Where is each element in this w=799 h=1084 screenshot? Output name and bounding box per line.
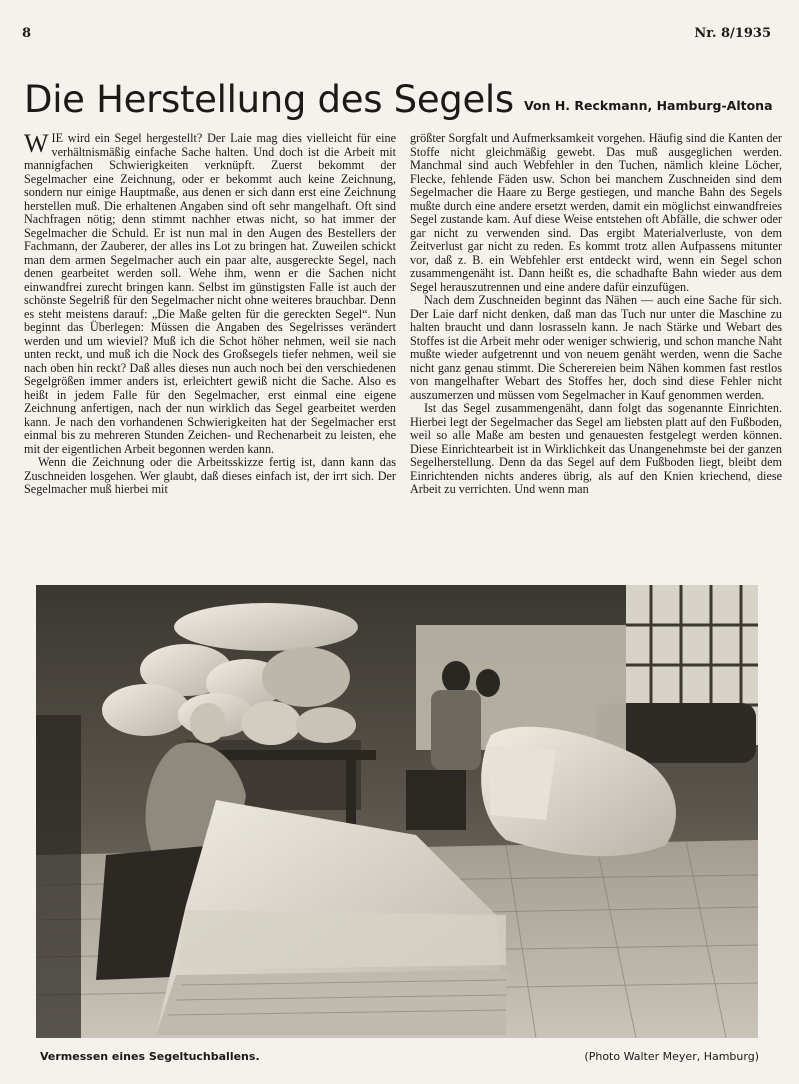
paragraph-text: IE wird ein Segel hergestellt? Der Laie mag dies vielleicht für eine verhältnismäßig einfache Sache halten. Und doch ist die Arbeit mit mannigfachen Schwierigkeiten verknüpft. Zuerst bekommt der Segelmacher eine Zeichnung, oder er bekommt auch keine Zeichnung, sondern nur einige Hauptmaße, aus denen er sich dann erst eine Zeichnung herstellen muß. Die erhaltenen Angaben sind oft sehr mangelhaft. Oft sind Nachfragen nötig; denn stimmt nachher etwas nicht, so hat immer der Segelmacher die Schuld. Er ist nun mal in den Augen des Bestellers der Fachmann, der Zauberer, der alles ins Lot zu bringen hat. Zuweilen schickt man dem armen Segelmacher auch ein paar alte, ausgereckte Segel, nach denen gearbeitet werden soll. Wehe ihm, wenn er die Sachen nicht einwandfrei zurecht bringen kann. Selbst im günstigsten Falle ist auch der schönste Segelriß für den Segelmacher nicht ohne weiteres brauchbar. Denn es steht meistens darauf: „Die Maße gelten für die gereckten Segel“. Nun beginnt das Überlegen: Müssen die Angaben des Segelrisses verändert werden und um wieviel? Muß ich die Schot höher nehmen, weil sie nach unten reckt, und muß ich die Nock des Großsegels tiefer nehmen, weil sie nach oben hin reckt? Daß alles dieses nun auch noch bei den verschiedenen Segelgrößen immer anders ist, erleichtert gewiß nicht die Sache. Also es heißt in jedem Falle für den Segelmacher, erst einmal eine eigene Zeichnung anfertigen, nach der nun wirklich das Segel gearbeitet werden kann. Je nach den vorhandenen Schwierigkeiten hat der Segelmacher erst einmal bis zu mehreren Stunden Zeichen- und Rechenarbeit zu leisten, ehe mit der eigentlichen Arbeit begonnen werden kann.	[24, 131, 396, 456]
photo-caption: Vermessen eines Segeltuchballens.	[40, 1050, 260, 1063]
right-column	[410, 132, 782, 497]
page-number: 8	[22, 26, 32, 41]
paragraph: Wenn die Zeichnung oder die Arbeitsskizze fertig ist, dann kann das Zuschneiden losgehen. Wer glaubt, daß dieses einfach ist, der irrt sich. Der Segelmacher muß hierbei mit	[24, 455, 396, 496]
paragraph	[24, 129, 396, 456]
paragraph: größter Sorgfalt und Aufmerksamkeit vorgehen. Häufig sind die Kanten der Stoffe nicht gleichmäßig gewebt. Das muß ausgeglichen werden. Manchmal sind auch Webfehler in den Tuchen, nämlich kleine Löcher, Flecke, fehlende Fäden usw. Schon bei manchem Zuschneiden sind dem Segelmacher die Haare zu Berge gestiegen, und manche Bahn des Segels mußte durch eine andere ersetzt werden, damit ein möglichst einwandfreies Segel zustande kam. Auf diese Weise entstehen oft Abfälle, die schwer oder gar nicht zu verwenden sind. Das ergibt Materialverluste, von dem Zeitverlust gar nicht zu reden. Es kommt trotz allen Aufpassens mitunter vor, daß z. B. ein Webfehler erst entdeckt wird, wenn ein Segel schon zusammengenäht ist. Dann heißt es, die schadhafte Bahn wieder aus dem Segel herauszutrennen und eine andere dafür einzufügen.	[410, 131, 782, 294]
issue-number: Nr. 8/1935	[694, 26, 771, 41]
article-byline: Von H. Reckmann, Hamburg-Altona	[524, 98, 773, 113]
article-title: Die Herstellung des Segels	[24, 78, 514, 121]
drop-cap: W	[24, 129, 49, 158]
paragraph: Nach dem Zuschneiden beginnt das Nähen — auch eine Sache für sich. Der Laie darf nicht denken, daß man das Tuch nur unter die Maschine zu halten braucht und dann losrasseln kann. Je nach Stärke und Webart des Stoffes ist die Arbeit mehr oder weniger schwierig, und schon manche Naht mußte wieder aufgetrennt und von neuem genäht werden, wenn die Sache nicht ganz genau stimmt. Die Scherereien beim Nähen kommen fast restlos von mangelhafter Webart des Stoffes her, doch sind diese Fehler nicht auszumerzen und müssen vom Segelmacher in Kauf genommen werden.	[410, 293, 782, 402]
paragraph: Ist das Segel zusammengenäht, dann folgt das sogenannte Einrichten. Hierbei legt der Segelmacher das Segel am liebsten platt auf den Fußboden, weil so alle Maße am besten und genauesten festgelegt werden können. Diese Einrichtearbeit ist in Wirklichkeit das Unangenehmste bei der ganzen Segelherstellung. Denn da das Segel auf dem Fußboden liegt, bleibt dem Einrichtenden nichts anderes übrig, als auf den Knien kriechend, diese Arbeit zu verrichten. Und wenn man	[410, 401, 782, 496]
sailmaker-photo	[36, 585, 758, 1038]
photo-credit: (Photo Walter Meyer, Hamburg)	[584, 1050, 759, 1063]
left-column	[24, 129, 396, 497]
